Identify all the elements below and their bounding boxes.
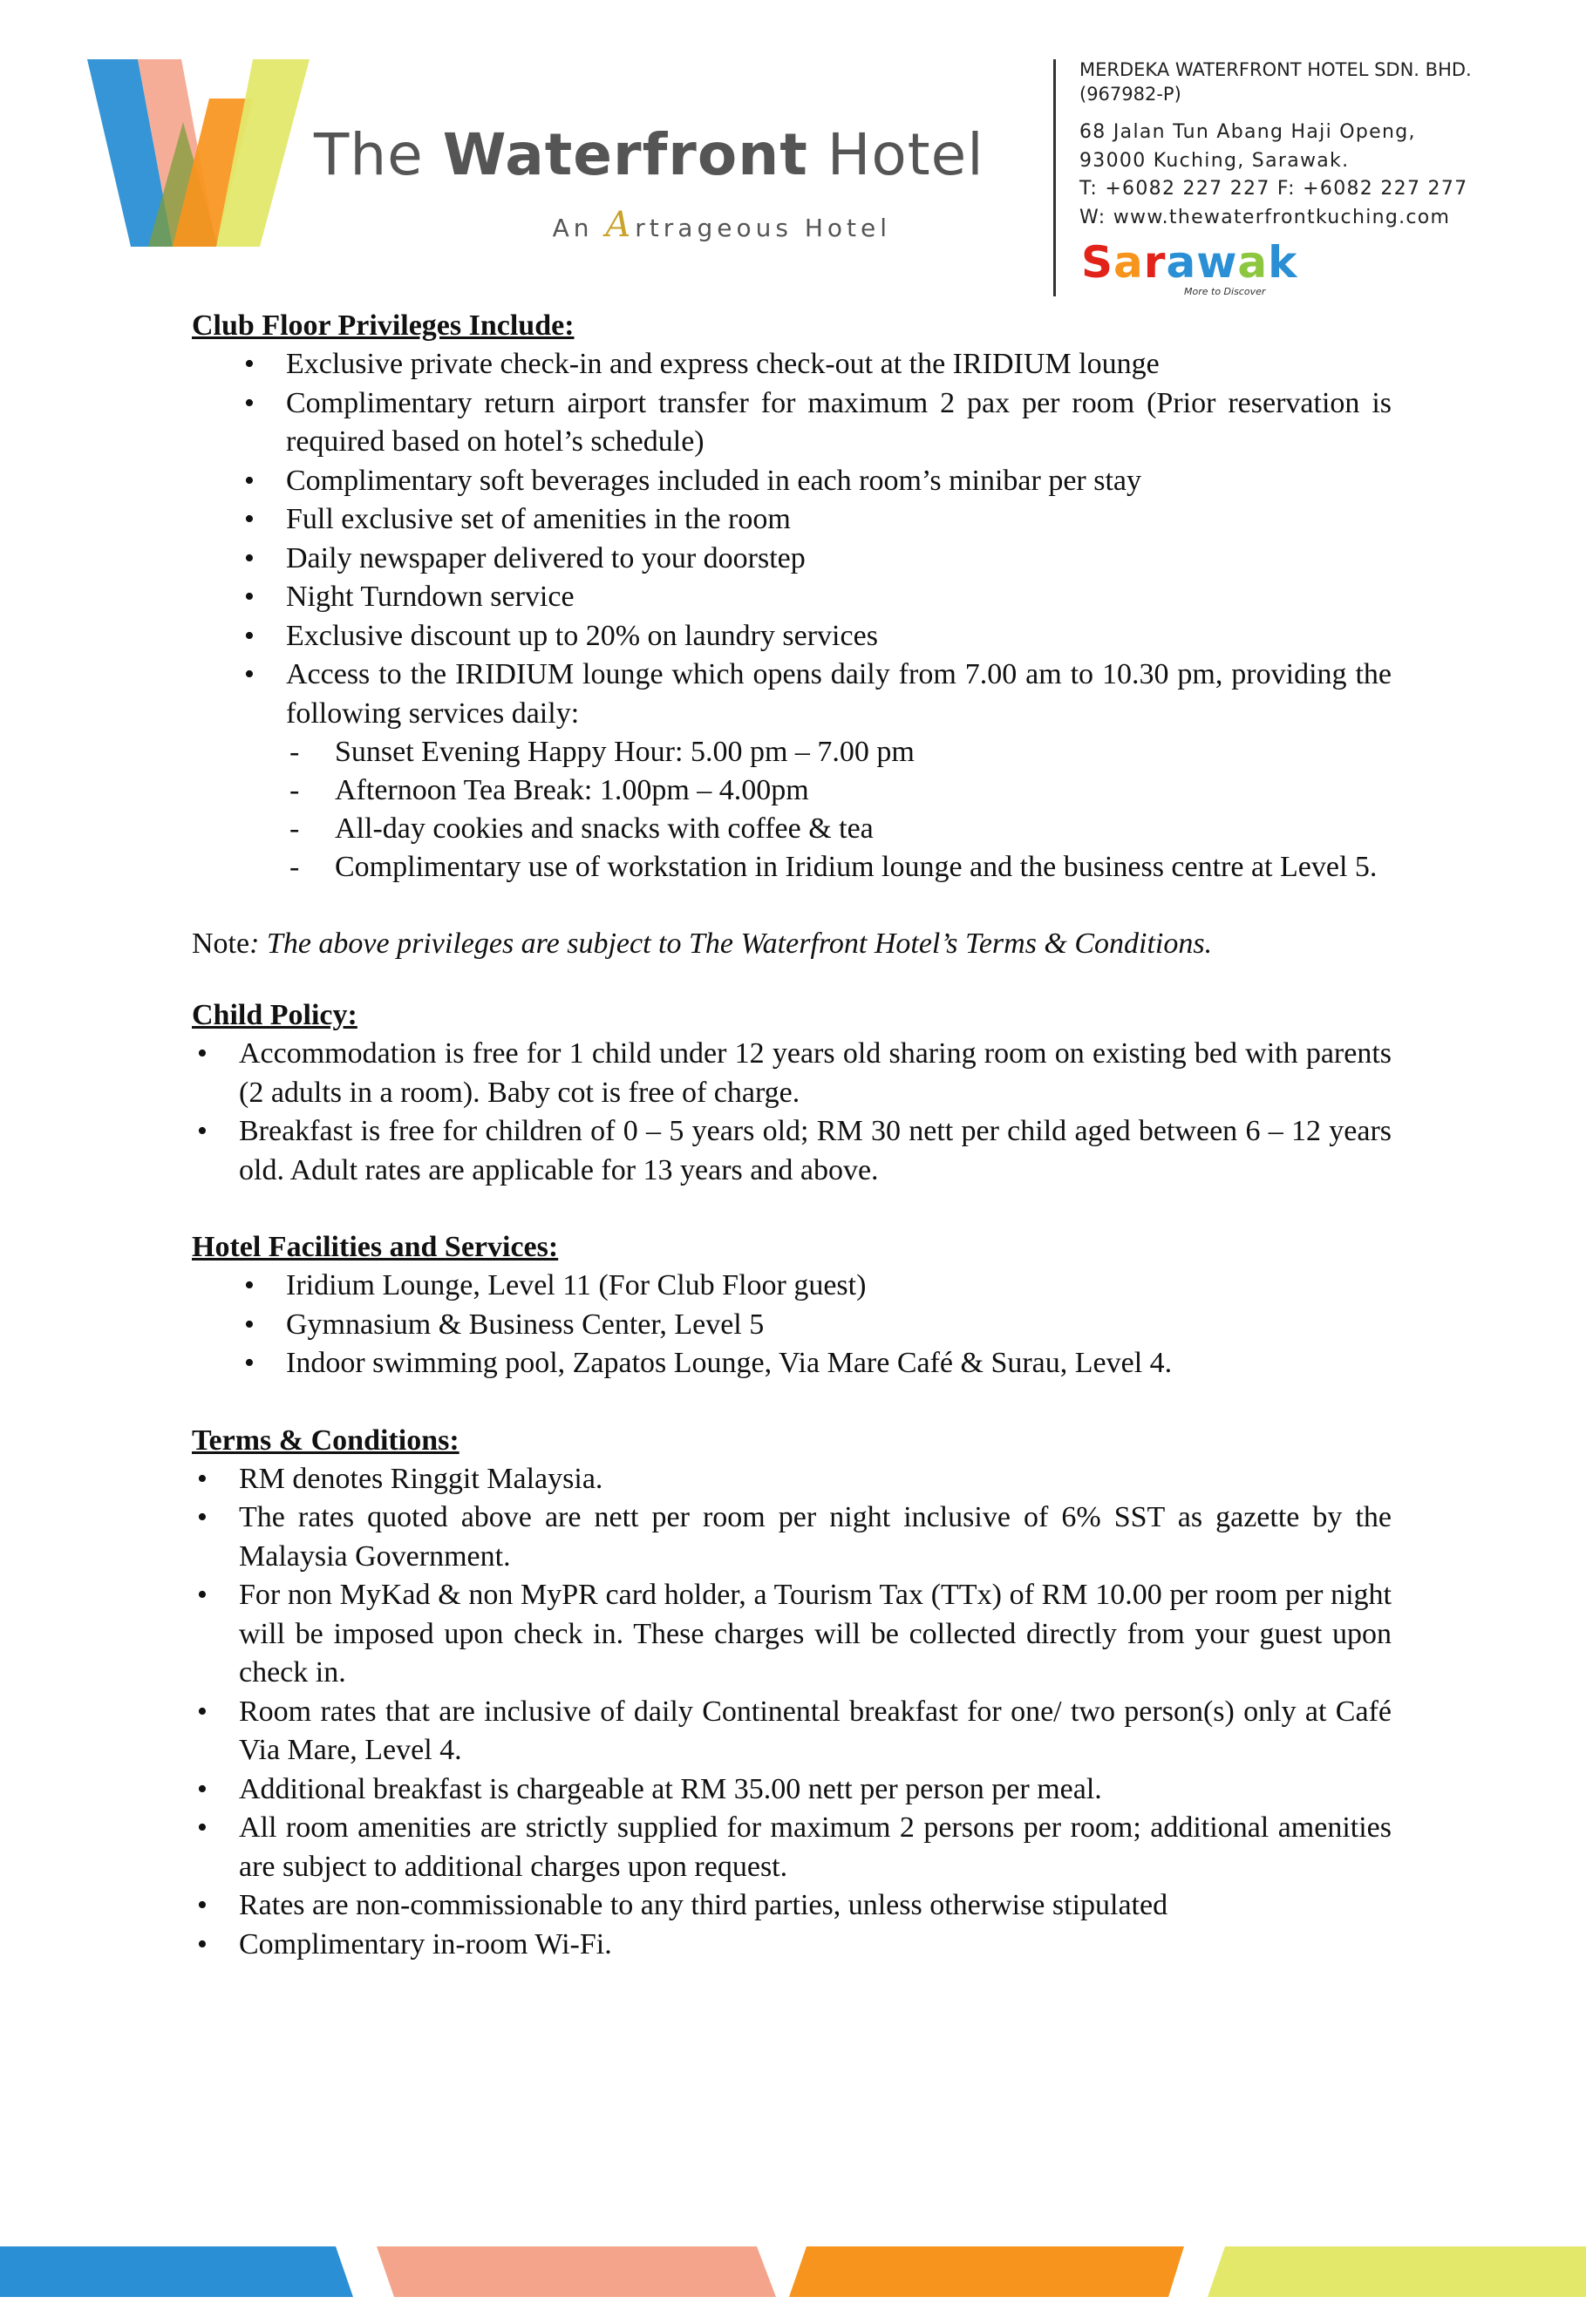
privileges-note <box>192 925 1392 963</box>
list-item-text: Complimentary soft beverages included in each room’s minibar per stay <box>286 464 1142 497</box>
brand-bold: Waterfront <box>442 121 808 188</box>
bullet-icon: • <box>197 1579 208 1611</box>
child-policy-section <box>192 996 1392 1190</box>
bullet-icon: • <box>244 541 255 574</box>
list-item <box>192 500 1392 540</box>
list-item <box>286 771 1392 810</box>
list-item-text: Rates are non-commissionable to any third parties, unless otherwise stipulated <box>239 1889 1168 1921</box>
list-item-text: Exclusive private check-in and express check-out at the IRIDIUM lounge <box>286 348 1160 380</box>
dash-marker: - <box>289 736 300 768</box>
bullet-icon: • <box>197 1462 208 1495</box>
bullet-icon: • <box>244 348 255 380</box>
tagline-rest: rtrageous Hotel <box>635 214 891 242</box>
bullet-icon: • <box>244 658 255 690</box>
sarawak-logo <box>1081 237 1298 302</box>
list-item <box>192 1498 1392 1576</box>
list-item <box>192 1344 1392 1383</box>
note-text: : The above privileges are subject to The Waterfront Hotel’s Terms & Conditions. <box>249 928 1213 960</box>
list-item-text: Accommodation is free for 1 child under 12 years old sharing room on existing bed with parents (2 adults in a room). Baby cot is free of charge. <box>239 1037 1392 1109</box>
facilities-list <box>192 1267 1392 1383</box>
child-policy-heading: Child Policy: <box>192 999 357 1031</box>
list-item <box>286 848 1392 887</box>
bullet-icon: • <box>244 464 255 497</box>
list-item <box>192 1460 1392 1499</box>
terms-heading: Terms & Conditions: <box>192 1424 459 1457</box>
phone-fax: T: +6082 227 227 F: +6082 227 277 <box>1079 178 1468 200</box>
list-item-text: Access to the IRIDIUM lounge which opens daily from 7.00 am to 10.30 pm, providing the following services daily: <box>286 658 1392 730</box>
list-item-text: All-day cookies and snacks with coffee & tea <box>335 812 874 845</box>
club-floor-section <box>192 307 1392 887</box>
list-item <box>192 1035 1392 1112</box>
terms-list <box>192 1460 1392 1965</box>
list-item-text: Gymnasium & Business Center, Level 5 <box>286 1308 765 1341</box>
header-divider <box>1053 59 1056 296</box>
club-floor-list <box>192 345 1392 887</box>
address-line-2: 93000 Kuching, Sarawak. <box>1079 149 1350 172</box>
company-contact-block <box>1079 58 1472 232</box>
list-item <box>192 578 1392 617</box>
list-item <box>192 384 1392 462</box>
bullet-icon: • <box>244 503 255 535</box>
list-item-text: Full exclusive set of amenities in the room <box>286 503 791 535</box>
list-item <box>192 1267 1392 1306</box>
sarawak-tagline: More to Discover <box>1184 286 1266 297</box>
list-item <box>192 1112 1392 1190</box>
club-floor-heading: Club Floor Privileges Include: <box>192 309 575 342</box>
hotel-tagline <box>314 205 898 245</box>
brand-suffix: Hotel <box>827 121 984 188</box>
hotel-name <box>314 121 984 188</box>
bullet-icon: • <box>244 1347 255 1379</box>
dash-marker: - <box>289 774 300 806</box>
dash-marker: - <box>289 851 300 883</box>
list-item-text: Room rates that are inclusive of daily Continental breakfast for one/ two person(s) only at Café Via Mare, Level 4. <box>239 1695 1392 1766</box>
list-item <box>286 733 1392 771</box>
bullet-icon: • <box>197 1772 208 1805</box>
list-item <box>192 1926 1392 1965</box>
list-item <box>192 1809 1392 1886</box>
dash-marker: - <box>289 812 300 845</box>
list-item <box>192 1886 1392 1926</box>
bullet-icon: • <box>197 1811 208 1844</box>
bullet-icon: • <box>197 1889 208 1921</box>
list-item <box>192 1306 1392 1345</box>
list-item-text: Complimentary return airport transfer for maximum 2 pax per room (Prior reservation is required based on hotel’s schedule) <box>286 386 1392 458</box>
document-body <box>192 307 1392 2002</box>
list-item-text: Additional breakfast is chargeable at RM 35.00 nett per person per meal. <box>239 1772 1102 1805</box>
list-item-text: Daily newspaper delivered to your doorstep <box>286 541 806 574</box>
list-item-text: Exclusive discount up to 20% on laundry services <box>286 619 878 652</box>
list-item-text: The rates quoted above are nett per room per night inclusive of 6% SST as gazette by the Malaysia Government. <box>239 1501 1392 1573</box>
facilities-section <box>192 1228 1392 1383</box>
bullet-icon: • <box>197 1037 208 1070</box>
list-item <box>286 810 1392 848</box>
list-item-text: Night Turndown service <box>286 581 575 613</box>
list-item-text: Afternoon Tea Break: 1.00pm – 4.00pm <box>335 774 809 806</box>
list-item <box>192 1693 1392 1770</box>
tagline-initial: A <box>605 205 636 245</box>
list-item-text: RM denotes Ringgit Malaysia. <box>239 1462 603 1495</box>
list-item-text: Sunset Evening Happy Hour: 5.00 pm – 7.00 pm <box>335 736 915 768</box>
list-item <box>192 617 1392 656</box>
list-item-text: Iridium Lounge, Level 11 (For Club Floor guest) <box>286 1269 867 1301</box>
note-label: Note <box>192 928 250 960</box>
waterfront-logo-mark <box>87 59 314 247</box>
footer-color-stripes <box>0 2246 1586 2297</box>
brand-prefix: The <box>314 121 424 188</box>
list-item <box>192 1576 1392 1693</box>
bullet-icon: • <box>244 619 255 652</box>
company-reg-no: (967982-P) <box>1079 84 1181 105</box>
bullet-icon: • <box>244 1269 255 1301</box>
list-item-lounge <box>192 656 1392 887</box>
bullet-icon: • <box>197 1695 208 1728</box>
list-item-text: For non MyKad & non MyPR card holder, a Tourism Tax (TTx) of RM 10.00 per room per night will be imposed upon check in. These charges will be collected directly from your guest upon check in. <box>239 1579 1392 1689</box>
list-item <box>192 1770 1392 1810</box>
bullet-icon: • <box>197 1115 208 1147</box>
list-item-text: Complimentary in-room Wi-Fi. <box>239 1927 612 1960</box>
company-name: MERDEKA WATERFRONT HOTEL SDN. BHD. <box>1079 59 1472 80</box>
list-item <box>192 345 1392 384</box>
tagline-prefix: An <box>552 214 594 242</box>
bullet-icon: • <box>244 581 255 613</box>
bullet-icon: • <box>197 1501 208 1533</box>
bullet-icon: • <box>197 1927 208 1960</box>
list-item <box>192 540 1392 579</box>
list-item-text: All room amenities are strictly supplied for maximum 2 persons per room; additional amenities are subject to additional charges upon request. <box>239 1811 1392 1883</box>
list-item-text: Complimentary use of workstation in Iridium lounge and the business centre at Level 5. <box>335 851 1378 883</box>
sarawak-wordmark: Sarawak <box>1081 237 1298 288</box>
terms-section <box>192 1422 1392 1965</box>
list-item-text: Indoor swimming pool, Zapatos Lounge, Via Mare Café & Surau, Level 4. <box>286 1347 1173 1379</box>
address-line-1: 68 Jalan Tun Abang Haji Openg, <box>1079 121 1416 143</box>
facilities-heading: Hotel Facilities and Services: <box>192 1231 559 1263</box>
lounge-services-list <box>286 733 1392 887</box>
list-item-text: Breakfast is free for children of 0 – 5 years old; RM 30 nett per child aged between 6 – 12 years old. Adult rates are applicable for 13 years and above. <box>239 1115 1392 1186</box>
bullet-icon: • <box>244 1308 255 1341</box>
hotel-wordmark <box>314 121 984 245</box>
bullet-icon: • <box>244 386 255 419</box>
list-item <box>192 462 1392 501</box>
website: W: www.thewaterfrontkuching.com <box>1079 206 1451 228</box>
child-policy-list <box>192 1035 1392 1190</box>
